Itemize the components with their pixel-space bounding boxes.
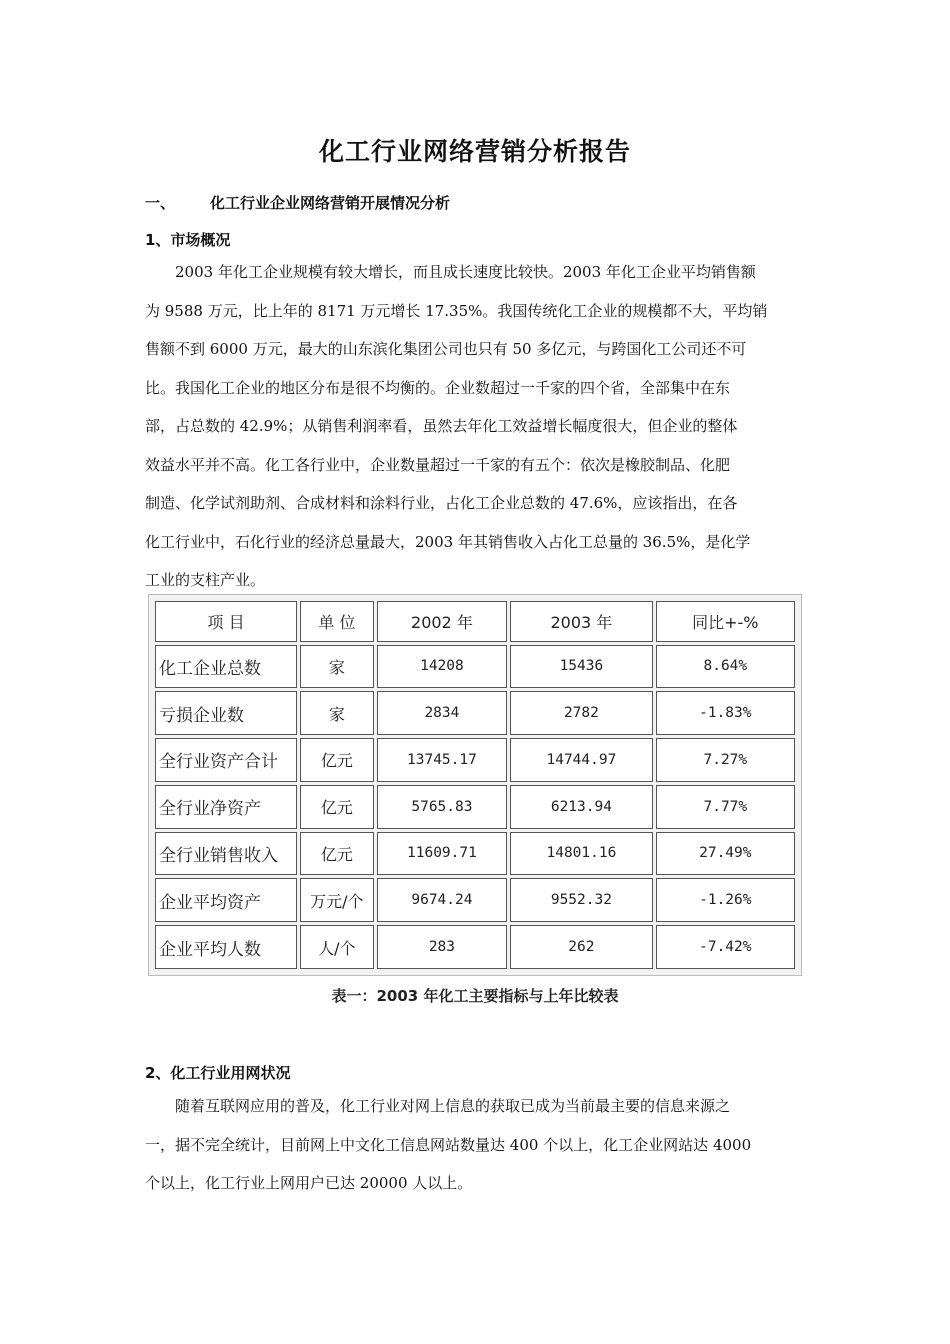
paragraph-line: 化工行业中，石化行业的经济总量最大，2003 年其销售收入占化工总量的 36.5%，是化学 [145, 532, 751, 551]
paragraph-line: 效益水平并不高。化工各行业中，企业数量超过一千家的有五个：依次是橡胶制品、化肥 [145, 455, 731, 474]
table-cell: 5765.83 [377, 785, 508, 829]
table-cell: 27.49% [656, 832, 795, 876]
indicator-table-image [148, 594, 802, 976]
table-cell: 家 [300, 691, 374, 735]
paragraph-line: 工业的支柱产业。 [145, 571, 266, 589]
indicator-table [152, 598, 798, 972]
table-header-cell: 2003 年 [510, 601, 652, 642]
document-title: 化工行业网络营销分析报告 [318, 137, 631, 166]
table-cell: 14801.16 [510, 832, 652, 876]
table-cell: 9674.24 [377, 878, 508, 922]
table-header-cell: 项 目 [155, 601, 297, 642]
paragraph-line: 售额不到 6000 万元，最大的山东滨化集团公司也只有 50 多亿元，与跨国化工公司还不可 [145, 340, 747, 358]
paragraph-line: 部，占总数的 42.9%；从销售利润率看，虽然去年化工效益增长幅度很大，但企业的整体 [145, 417, 738, 435]
section-heading [145, 192, 450, 213]
table-cell: 企业平均人数 [155, 925, 297, 969]
table-cell: 化工企业总数 [155, 645, 297, 689]
table-cell: 全行业净资产 [155, 785, 297, 829]
table-cell: 万元/个 [300, 878, 374, 922]
paragraph-line: 随着互联网应用的普及，化工行业对网上信息的获取已成为当前最主要的信息来源之 [175, 1097, 731, 1115]
table-cell: 全行业销售收入 [155, 832, 297, 876]
table-row [155, 691, 795, 735]
table-cell: 亿元 [300, 785, 374, 829]
table-cell: 13745.17 [377, 738, 508, 782]
paragraph-line: 2003 年化工企业规模有较大增长，而且成长速度比较快。2003 年化工企业平均销售额 [175, 263, 756, 281]
subsection-heading-market: 1、市场概况 [145, 231, 231, 249]
table-cell: 2834 [377, 691, 508, 735]
table-cell: 8.64% [656, 645, 795, 689]
table-cell: 全行业资产合计 [155, 738, 297, 782]
paragraph-line: 为 9588 万元，比上年的 8171 万元增长 17.35%。我国传统化工企业的规模都不大，平均销 [145, 301, 768, 320]
network-usage-paragraph [145, 1087, 807, 1203]
table-header-cell: 同比+-% [656, 601, 795, 642]
table-row [155, 878, 795, 922]
table-cell: 15436 [510, 645, 652, 689]
table-cell: -7.42% [656, 925, 795, 969]
table-cell: -1.26% [656, 878, 795, 922]
table-cell: 11609.71 [377, 832, 508, 876]
paragraph-line: 比。我国化工企业的地区分布是很不均衡的。企业数超过一千家的四个省，全部集中在东 [145, 378, 731, 397]
table-cell: 9552.32 [510, 878, 652, 922]
table-cell: 283 [377, 925, 508, 969]
table-cell: 亿元 [300, 832, 374, 876]
table-header-cell: 单 位 [300, 601, 374, 642]
table-cell: -1.83% [656, 691, 795, 735]
table-caption: 表一：2003 年化工主要指标与上年比较表 [331, 987, 619, 1005]
table-cell: 262 [510, 925, 652, 969]
paragraph-line: 一，据不完全统计，目前网上中文化工信息网站数量达 400 个以上，化工企业网站达 4000 [145, 1135, 752, 1154]
paragraph-line: 制造、化学试剂助剂、合成材料和涂料行业，占化工企业总数的 47.6%，应该指出，在各 [145, 494, 738, 512]
table-cell: 企业平均资产 [155, 878, 297, 922]
market-overview-paragraph [145, 253, 807, 600]
table-cell: 14208 [377, 645, 508, 689]
table-cell: 家 [300, 645, 374, 689]
table-row [155, 738, 795, 782]
table-row [155, 645, 795, 689]
table-row [155, 832, 795, 876]
table-cell: 7.27% [656, 738, 795, 782]
table-row [155, 785, 795, 829]
section-number: 一、 [145, 194, 176, 212]
section-heading-text: 化工行业企业网络营销开展情况分析 [210, 194, 451, 212]
table-cell: 14744.97 [510, 738, 652, 782]
subsection-heading-network: 2、化工行业用网状况 [145, 1064, 291, 1082]
table-header-row [155, 601, 795, 642]
table-cell: 6213.94 [510, 785, 652, 829]
table-row [155, 925, 795, 969]
table-cell: 7.77% [656, 785, 795, 829]
table-cell: 2782 [510, 691, 652, 735]
table-header-cell: 2002 年 [377, 601, 508, 642]
table-cell: 亿元 [300, 738, 374, 782]
paragraph-line: 个以上，化工行业上网用户已达 20000 人以上。 [145, 1174, 473, 1192]
table-cell: 亏损企业数 [155, 691, 297, 735]
table-cell: 人/个 [300, 925, 374, 969]
